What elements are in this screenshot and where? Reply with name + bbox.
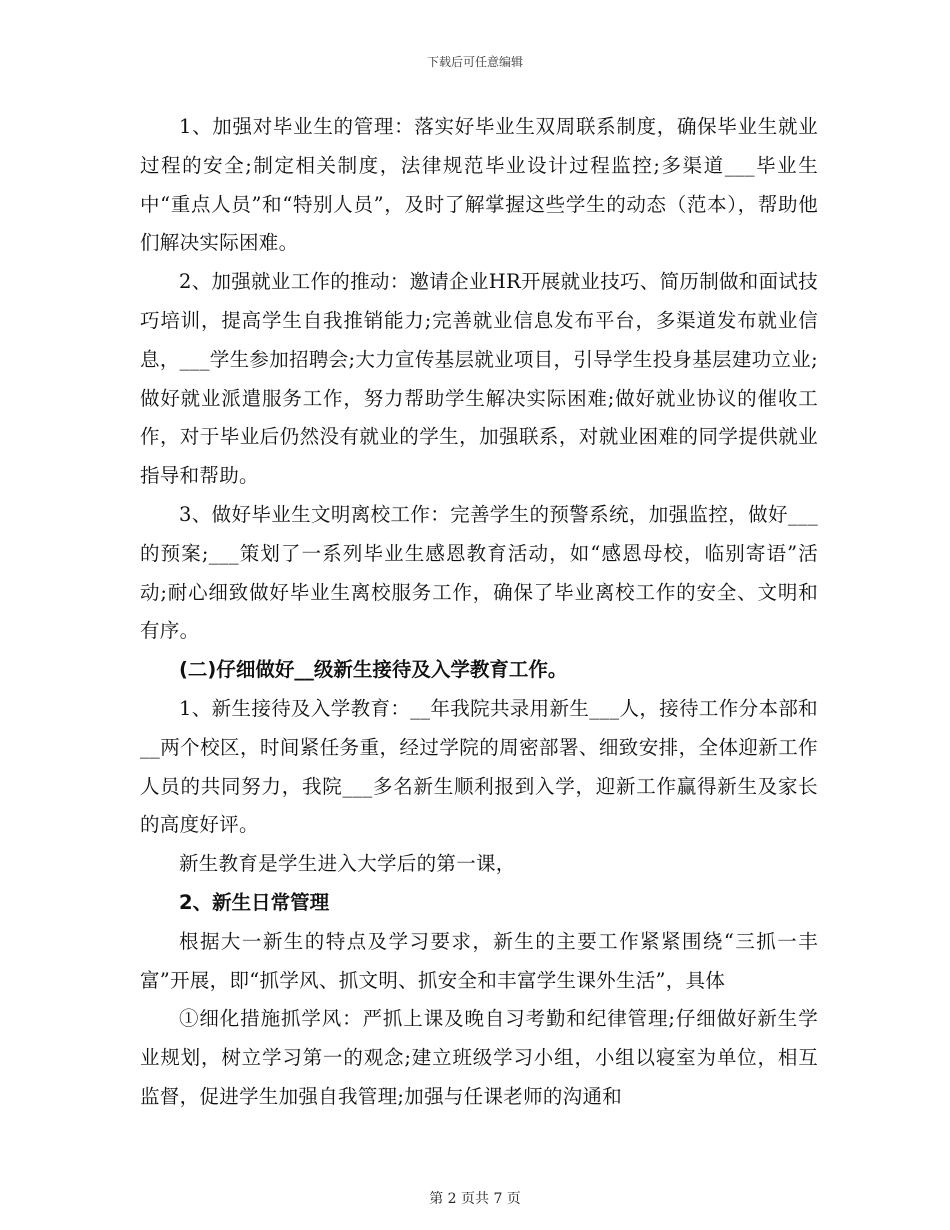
page-header: 下载后可任意编辑 <box>426 55 523 69</box>
paragraph-three-focus-one-enrich: 根据大一新生的特点及学习要求，新生的主要工作紧紧围绕“三抓一丰富”开展，即“抓学风、抓文明、抓安全和丰富学生课外生活”，具体 <box>140 929 818 992</box>
paragraph-employment-promotion: 2、加强就业工作的推动：邀请企业HR开展就业技巧、简历制做和面试技巧培训，提高学生自我推销能力;完善就业信息发布平台，多渠道发布就业信息，___学生参加招聘会;大力宣传基层就业项目，引导学生投身基层建功立业;做好就业派遣服务工作，努力帮助学生解决实际困难;做好就业协议的催收工作，对于毕业后仍然没有就业的学生，加强联系，对就业困难的同学提供就业指导和帮助。 <box>140 270 818 488</box>
paragraph-graduate-departure: 3、做好毕业生文明离校工作：完善学生的预警系统，加强监控，做好___的预案;___策划了一系列毕业生感恩教育活动，如“感恩母校，临别寄语”活动;耐心细致做好毕业生离校服务工作，确保了毕业离校工作的安全、文明和有序。 <box>140 502 818 643</box>
section-heading-daily-management: 2、新生日常管理 <box>179 890 330 914</box>
document-body <box>140 108 818 1117</box>
page-footer: 第 2 页共 7 页 <box>429 1191 521 1207</box>
paragraph-freshman-reception: 1、新生接待及入学教育：__年我院共录用新生___人，接待工作分本部和__两个校区，时间紧任务重，经过学院的周密部署、细致安排，全体迎新工作人员的共同努力，我院___多名新生顺利报到入学，迎新工作赢得新生及家长的高度好评。 <box>140 696 818 837</box>
paragraph-graduate-management: 1、加强对毕业生的管理：落实好毕业生双周联系制度，确保毕业生就业过程的安全;制定相关制度，法律规范毕业设计过程监控;多渠道___毕业生中“重点人员”和“特别人员”，及时了解掌握这些学生的动态（范本），帮助他们解决实际困难。 <box>140 115 818 255</box>
paragraph-study-style-measures: ①细化措施抓学风：严抓上课及晚自习考勤和纪律管理;仔细做好新生学业规划，树立学习第一的观念;建立班级学习小组，小组以寝室为单位，相互监督，促进学生加强自我管理;加强与任课老师的沟通和 <box>140 1007 818 1108</box>
section-heading-freshman-reception: (二)仔细做好__级新生接待及入学教育工作。 <box>179 658 568 682</box>
paragraph-freshman-education: 新生教育是学生进入大学后的第一课， <box>179 852 516 876</box>
